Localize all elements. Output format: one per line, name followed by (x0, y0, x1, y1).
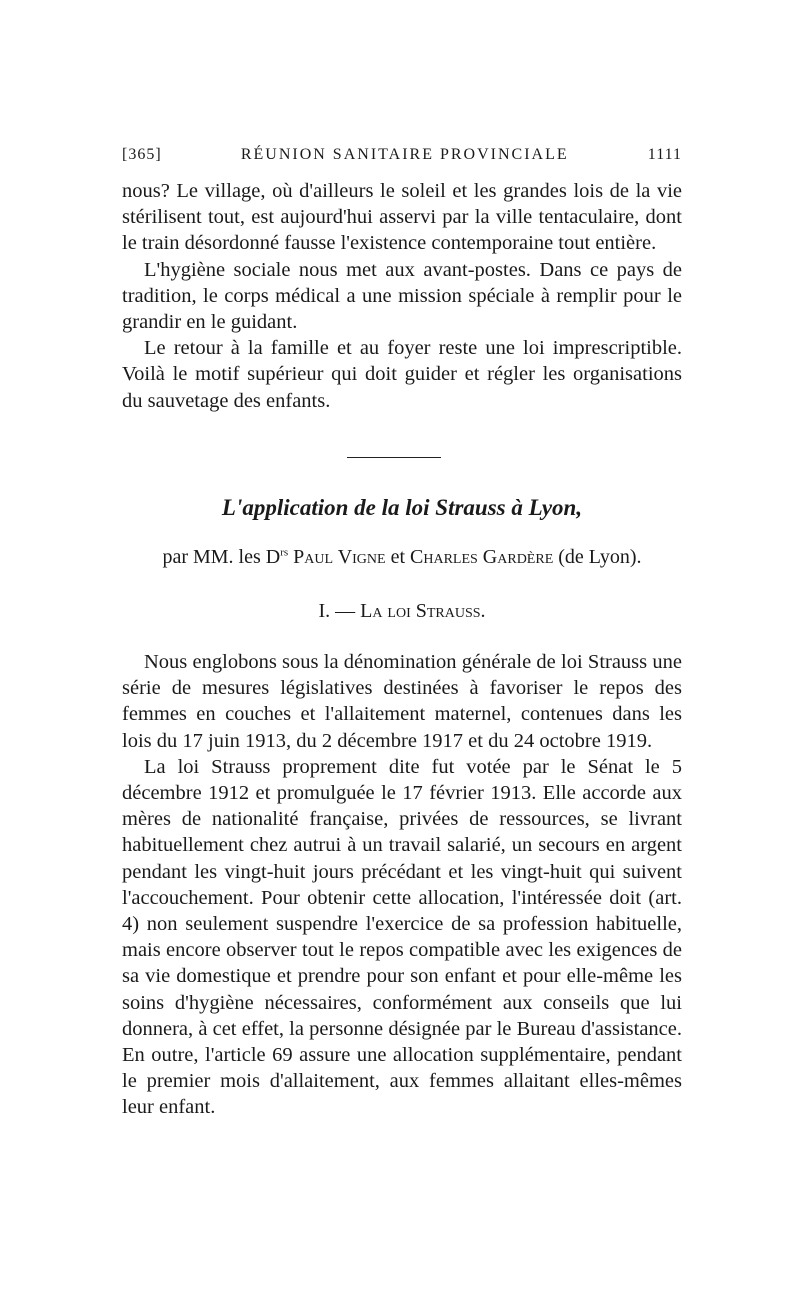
authors-affiliation: (de Lyon). (558, 546, 642, 568)
authors-conjunction: et (390, 546, 406, 568)
authors-prefix: par MM. les D (162, 546, 281, 568)
authors-line (122, 546, 682, 569)
section-title: L'application de la loi Strauss à Lyon, (221, 495, 583, 520)
paragraph: La loi Strauss proprement dite fut votée par le Sénat le 5 décembre 1912 et promulguée le 17 février 1913. Elle accorde aux mères de nationalité française, privées de ressources, se livrant habituellement chez autrui à un travail salarié, un secours en argent pendant les vingt-huit jours précédant et les vingt-huit qui suivent l'accouchement. Pour obtenir cette allocation, l'intéressée doit (art. 4) non seulement suspendre l'exercice de sa profession habituelle, mais encore observer tout le repos compatible avec les exigences de sa vie domestique et prendre pour son enfant et pour elle-même les soins d'hygiène nécessaires, conformément aux conseils que lui donnera, à cet effet, la personne désignée par le Bureau d'assistance. En outre, l'article 69 assure une allocation supplémentaire, pendant le premier mois d'allaitement, aux femmes allaitant elles-mêmes leur enfant. (122, 755, 682, 1119)
author-name: Charles Gardère (410, 546, 554, 568)
paragraph: nous? Le village, où d'ailleurs le soleil et les grandes lois de la vie stérilisent tout, est aujourd'hui asservi par la ville tentaculaire, dont le train désordonné fausse l'existence contemporaine tout entière. (122, 180, 682, 255)
paragraph: Nous englobons sous la dénomination générale de loi Strauss une série de mesures législatives destinées à favoriser le repos des femmes en couches et l'allaitement maternel, contenues dans les lois du 17 juin 1913, du 2 décembre 1917 et du 24 octobre 1919. (122, 651, 682, 752)
running-title: RÉUNION SANITAIRE PROVINCIALE (240, 146, 569, 163)
text-block-body (122, 649, 682, 1121)
paragraph: L'hygiène sociale nous met aux avant-postes. Dans ce pays de tradition, le corps médical a une mission spéciale à remplir pour le grandir en le guidant. (122, 258, 682, 334)
running-header (122, 146, 682, 164)
paragraph: Le retour à la famille et au foyer reste une loi imprescriptible. Voilà le motif supérieur qui doit guider et régler les organisations du sauvetage des enfants. (122, 337, 682, 412)
subsection-heading: I. — La loi Strauss. (318, 600, 486, 622)
section-divider (347, 457, 441, 458)
authors-title-superscript: rs (280, 546, 289, 559)
page-number: 1111 (647, 146, 682, 163)
author-name: Paul Vigne (293, 546, 386, 568)
page-reference: [365] (122, 146, 162, 163)
text-block-intro (122, 178, 682, 414)
